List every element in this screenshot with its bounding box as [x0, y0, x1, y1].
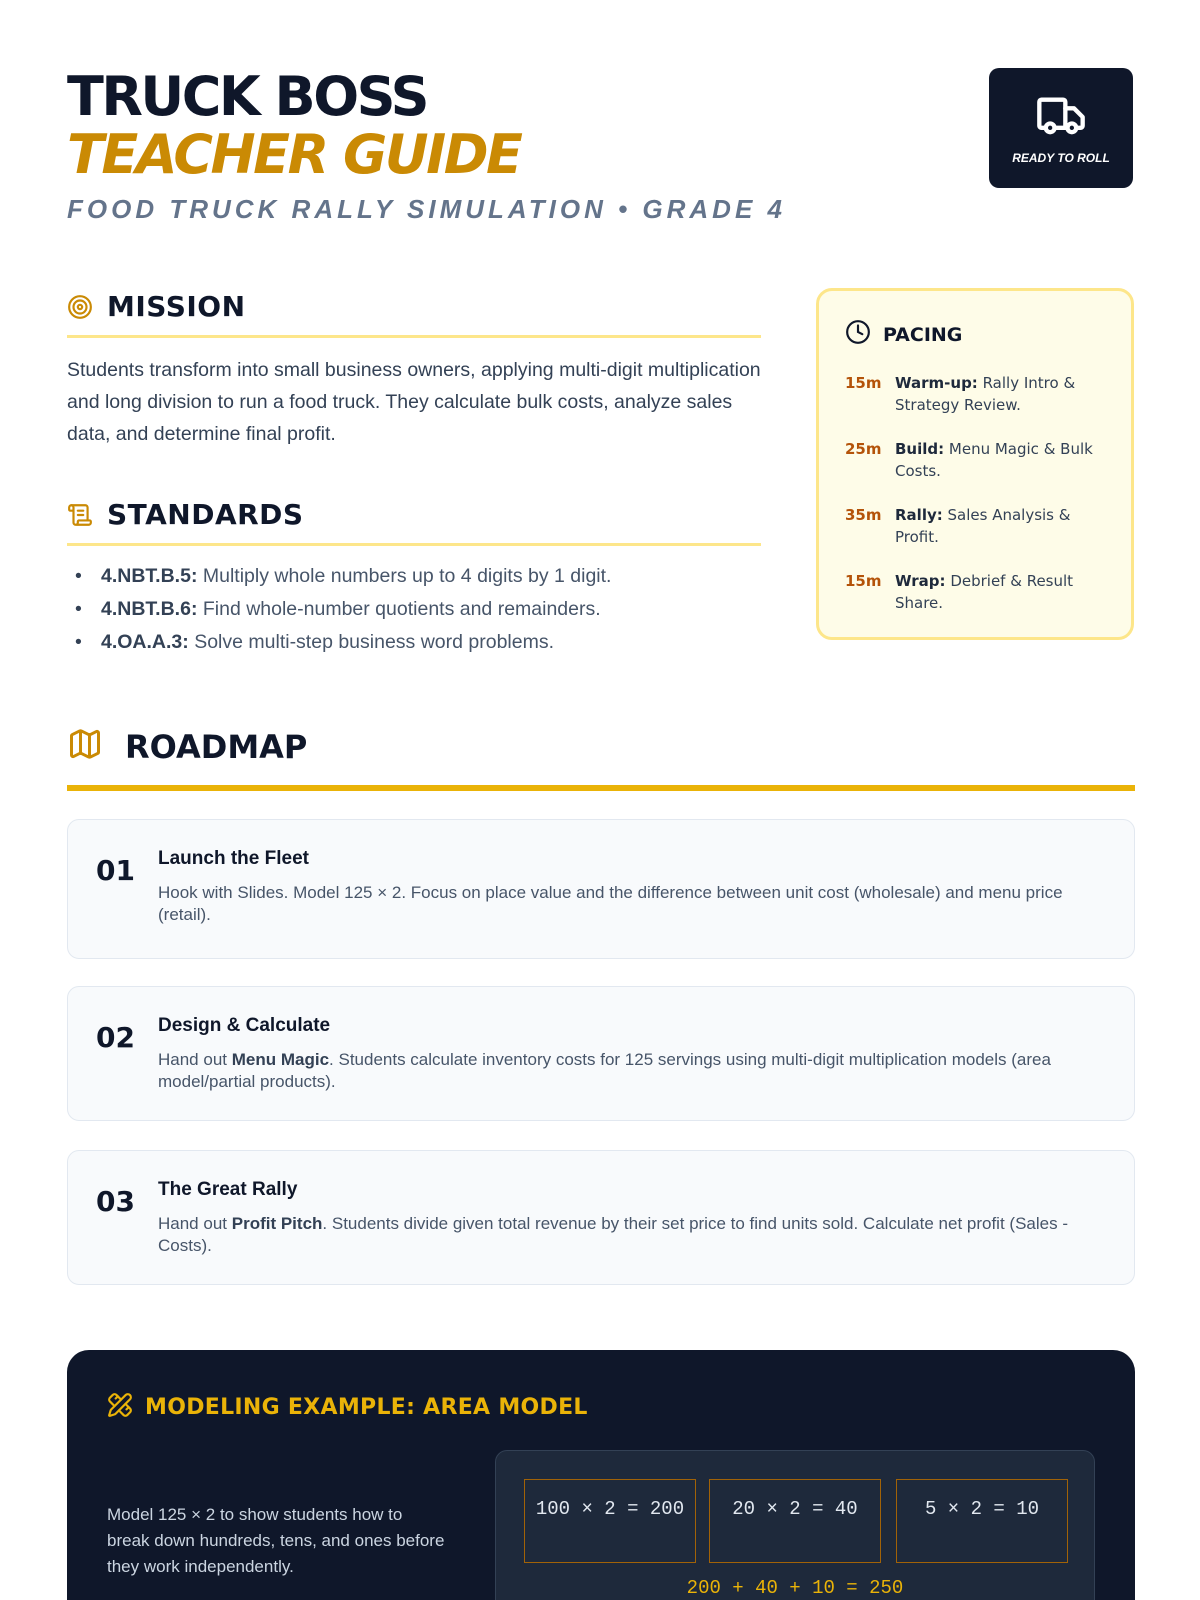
- pacing-label: Rally:: [895, 506, 943, 524]
- subtitle: FOOD TRUCK RALLY SIMULATION • GRADE 4: [67, 194, 786, 224]
- pacing-text: Sales Analysis & Profit.: [895, 506, 1071, 546]
- step-title: Launch the Fleet: [158, 848, 309, 869]
- step-number: 03: [96, 1185, 135, 1218]
- roadmap-section: [67, 726, 1135, 1255]
- mission-heading: MISSION: [107, 290, 246, 323]
- step-title: Design & Calculate: [158, 1015, 331, 1036]
- mission-header: [67, 290, 761, 338]
- modeling-text: Model 125 × 2 to show students how to break down hundreds, tens, and ones before they work independently.: [107, 1505, 445, 1576]
- title-line-1: TRUCK BOSS: [67, 65, 427, 128]
- list-item: [67, 626, 761, 659]
- roadmap-step: [67, 986, 1135, 1121]
- area-model-cell: 5 × 2 = 10: [896, 1479, 1068, 1563]
- standards-header: [67, 498, 761, 546]
- target-icon: [67, 294, 93, 320]
- roadmap-heading: ROADMAP: [125, 727, 308, 766]
- step-number: 02: [96, 1021, 135, 1054]
- pacing-item: [845, 504, 1105, 548]
- pacing-item: [845, 438, 1105, 482]
- pacing-heading: PACING: [883, 323, 963, 346]
- pacing-time: 15m: [845, 374, 882, 392]
- header: [67, 65, 1133, 238]
- pacing-item: [845, 570, 1105, 614]
- pacing-item: [845, 372, 1105, 416]
- standards-heading: STANDARDS: [107, 498, 304, 531]
- pacing-label: Warm-up:: [895, 374, 978, 392]
- step-desc-text: Hand out: [158, 1050, 232, 1069]
- step-desc: [158, 1213, 1106, 1257]
- standard-code: 4.NBT.B.6:: [101, 598, 198, 620]
- pacing-desc: [895, 438, 1105, 482]
- pacing-desc: [895, 570, 1105, 614]
- pacing-card: [816, 288, 1134, 640]
- pencil-ruler-icon: [107, 1392, 133, 1423]
- pacing-label: Build:: [895, 440, 945, 458]
- scroll-icon: [67, 502, 93, 528]
- list-item: [67, 560, 761, 593]
- step-body: [158, 848, 1106, 930]
- standard-code: 4.OA.A.3:: [101, 631, 189, 653]
- pacing-text: Rally Intro & Strategy Review.: [895, 374, 1076, 414]
- standard-text: Multiply whole numbers up to 4 digits by 1 digit.: [197, 565, 612, 587]
- modeling-heading: MODELING EXAMPLE: AREA MODEL: [145, 1395, 588, 1420]
- step-body: [158, 1015, 1106, 1092]
- step-desc: [158, 882, 1106, 926]
- modeling-example-panel: [67, 1350, 1135, 1600]
- area-model-cell: 100 × 2 = 200: [524, 1479, 696, 1563]
- truck-icon: [1035, 91, 1087, 143]
- standard-code: 4.NBT.B.5:: [101, 565, 198, 587]
- standards-list: [67, 560, 761, 659]
- step-desc-bold: Menu Magic: [231, 1050, 330, 1069]
- pacing-header: [845, 319, 1105, 350]
- clock-icon: [845, 319, 871, 350]
- pacing-label: Wrap:: [895, 572, 946, 590]
- pacing-time: 15m: [845, 572, 882, 590]
- area-model-sum: 200 + 40 + 10 = 250: [686, 1577, 904, 1599]
- roadmap-step: [67, 819, 1135, 959]
- standard-text: Solve multi-step business word problems.: [188, 631, 555, 653]
- step-title: The Great Rally: [158, 1179, 298, 1200]
- map-icon: [67, 726, 103, 767]
- pacing-desc: [895, 372, 1105, 416]
- step-desc-text: . Students calculate inventory costs for 125 servings using multi-digit multiplication models (area model/partial products).: [158, 1050, 1051, 1091]
- badge-label: READY TO ROLL: [1012, 151, 1110, 165]
- left-column: [67, 290, 761, 659]
- pacing-text: Menu Magic & Bulk Costs.: [895, 440, 1093, 480]
- standards-section: [67, 498, 761, 659]
- ready-badge: [989, 68, 1133, 188]
- area-model-cell: 20 × 2 = 40: [709, 1479, 881, 1563]
- step-desc-bold: Profit Pitch: [231, 1214, 323, 1233]
- step-desc: [158, 1049, 1106, 1093]
- standard-text: Find whole-number quotients and remainders.: [197, 598, 601, 620]
- step-desc-text: Hook with Slides. Model 125 × 2. Focus on place value and the difference between unit cost (wholesale) and menu price (retail).: [158, 883, 1063, 924]
- pacing-time: 35m: [845, 506, 882, 524]
- roadmap-step: [67, 1150, 1135, 1285]
- pacing-text: Debrief & Result Share.: [895, 572, 1074, 612]
- roadmap-header: [67, 726, 1135, 791]
- area-model: [495, 1450, 1095, 1600]
- pacing-time: 25m: [845, 440, 882, 458]
- step-body: [158, 1179, 1106, 1256]
- title-line-2: TEACHER GUIDE: [67, 123, 521, 186]
- step-number: 01: [96, 854, 135, 887]
- mission-text: Students transform into small business owners, applying multi-digit multiplication and long division to run a food truck. They calculate bulk costs, analyze sales data, and determine final profit.: [67, 359, 761, 445]
- modeling-header: [107, 1392, 588, 1423]
- step-desc-text: . Students divide given total revenue by their set price to find units sold. Calculate net profit (Sales - Costs).: [158, 1214, 1068, 1255]
- list-item: [67, 593, 761, 626]
- step-desc-text: Hand out: [158, 1214, 232, 1233]
- pacing-desc: [895, 504, 1105, 548]
